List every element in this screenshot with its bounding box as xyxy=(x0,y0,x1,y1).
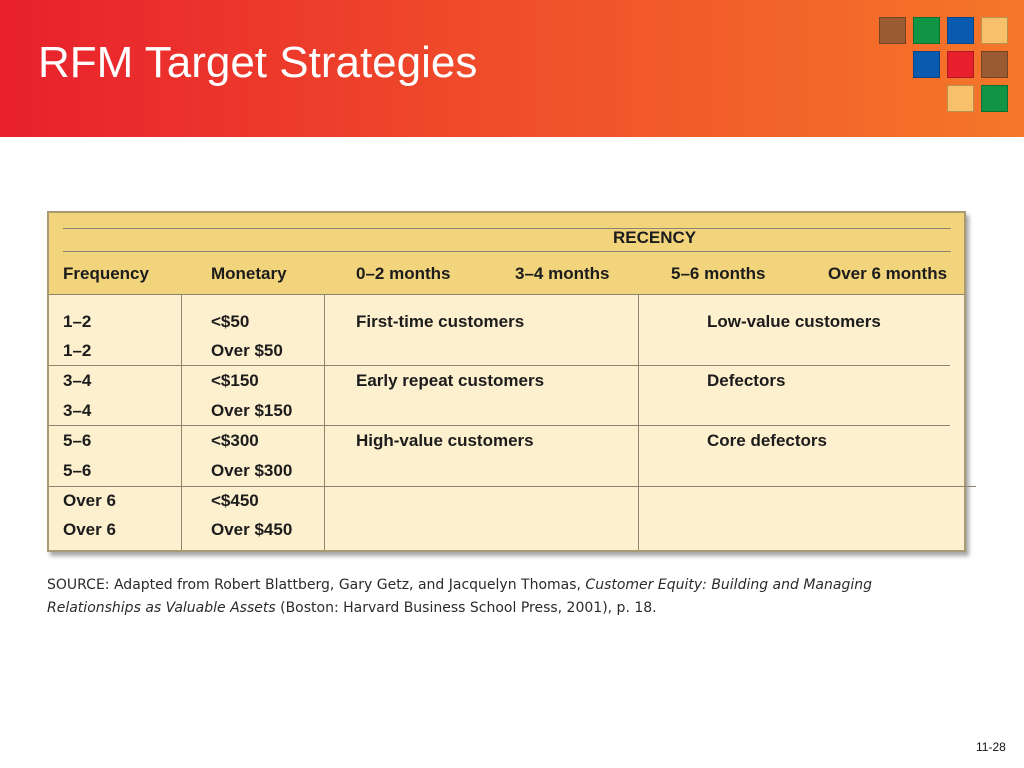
frequency-cell: 5–6 xyxy=(63,461,92,480)
column-divider xyxy=(181,295,182,550)
logo-tile xyxy=(879,17,906,44)
logo-tile xyxy=(981,17,1008,44)
monetary-cell: Over $300 xyxy=(211,461,293,480)
slide-header xyxy=(0,0,1024,137)
row-group-divider xyxy=(49,486,976,487)
monetary-cell: Over $150 xyxy=(211,401,293,420)
monetary-cell: Over $450 xyxy=(211,520,293,539)
frequency-cell: 1–2 xyxy=(63,341,92,360)
logo-tile xyxy=(981,51,1008,78)
strategy-lapsed-cell: Defectors xyxy=(707,371,786,390)
logo-tile xyxy=(947,17,974,44)
source-suffix: (Boston: Harvard Business School Press, 2001), p. 18. xyxy=(275,600,657,616)
monetary-cell: <$450 xyxy=(211,491,259,510)
slide-title: RFM Target Strategies xyxy=(38,38,478,87)
monetary-cell: <$300 xyxy=(211,431,259,450)
strategy-lapsed-cell: Core defectors xyxy=(707,431,827,450)
row-group-divider xyxy=(49,425,950,426)
recency-header: RECENCY xyxy=(613,228,697,247)
frequency-cell: Over 6 xyxy=(63,520,116,539)
column-header-frequency: Frequency xyxy=(63,264,149,283)
strategy-recent-cell: High-value customers xyxy=(356,431,534,450)
header-rule-bottom xyxy=(49,294,964,295)
frequency-cell: 1–2 xyxy=(63,312,92,331)
rfm-table xyxy=(47,211,966,552)
column-header-recency-over-6: Over 6 months xyxy=(828,264,948,283)
strategy-recent-cell: First-time customers xyxy=(356,312,525,331)
column-header-monetary: Monetary xyxy=(211,264,287,283)
column-header-recency-5-6: 5–6 months xyxy=(671,264,766,283)
monetary-cell: Over $50 xyxy=(211,341,283,360)
monetary-cell: <$150 xyxy=(211,371,259,390)
source-citation xyxy=(47,574,947,620)
source-prefix: SOURCE: Adapted from Robert Blattberg, Gary Getz, and Jacquelyn Thomas, xyxy=(47,577,586,593)
strategy-lapsed-cell: Low-value customers xyxy=(707,312,881,331)
table-body-lapsed xyxy=(639,295,964,550)
table-body-left xyxy=(49,295,181,550)
header-rule-top xyxy=(63,228,951,229)
logo-tile xyxy=(913,51,940,78)
table-body-recent xyxy=(325,295,638,550)
frequency-cell: 5–6 xyxy=(63,431,92,450)
logo-tile xyxy=(913,17,940,44)
logo-tile xyxy=(981,85,1008,112)
source-book-title: Customer Equity: Building and Managing Relationships as Valuable Assets xyxy=(47,577,872,616)
page-number: 11-28 xyxy=(976,740,1006,754)
table-body-monetary xyxy=(182,295,324,550)
strategy-recent-cell: Early repeat customers xyxy=(356,371,545,390)
header-rule-recency xyxy=(63,251,951,252)
column-divider xyxy=(638,295,639,550)
logo-tile xyxy=(947,85,974,112)
column-header-recency-3-4: 3–4 months xyxy=(515,264,610,283)
row-group-divider xyxy=(49,365,950,366)
monetary-cell: <$50 xyxy=(211,312,250,331)
logo-tile xyxy=(947,51,974,78)
frequency-cell: Over 6 xyxy=(63,491,116,510)
column-header-recency-0-2: 0–2 months xyxy=(356,264,451,283)
frequency-cell: 3–4 xyxy=(63,401,92,420)
column-divider xyxy=(324,295,325,550)
frequency-cell: 3–4 xyxy=(63,371,92,390)
